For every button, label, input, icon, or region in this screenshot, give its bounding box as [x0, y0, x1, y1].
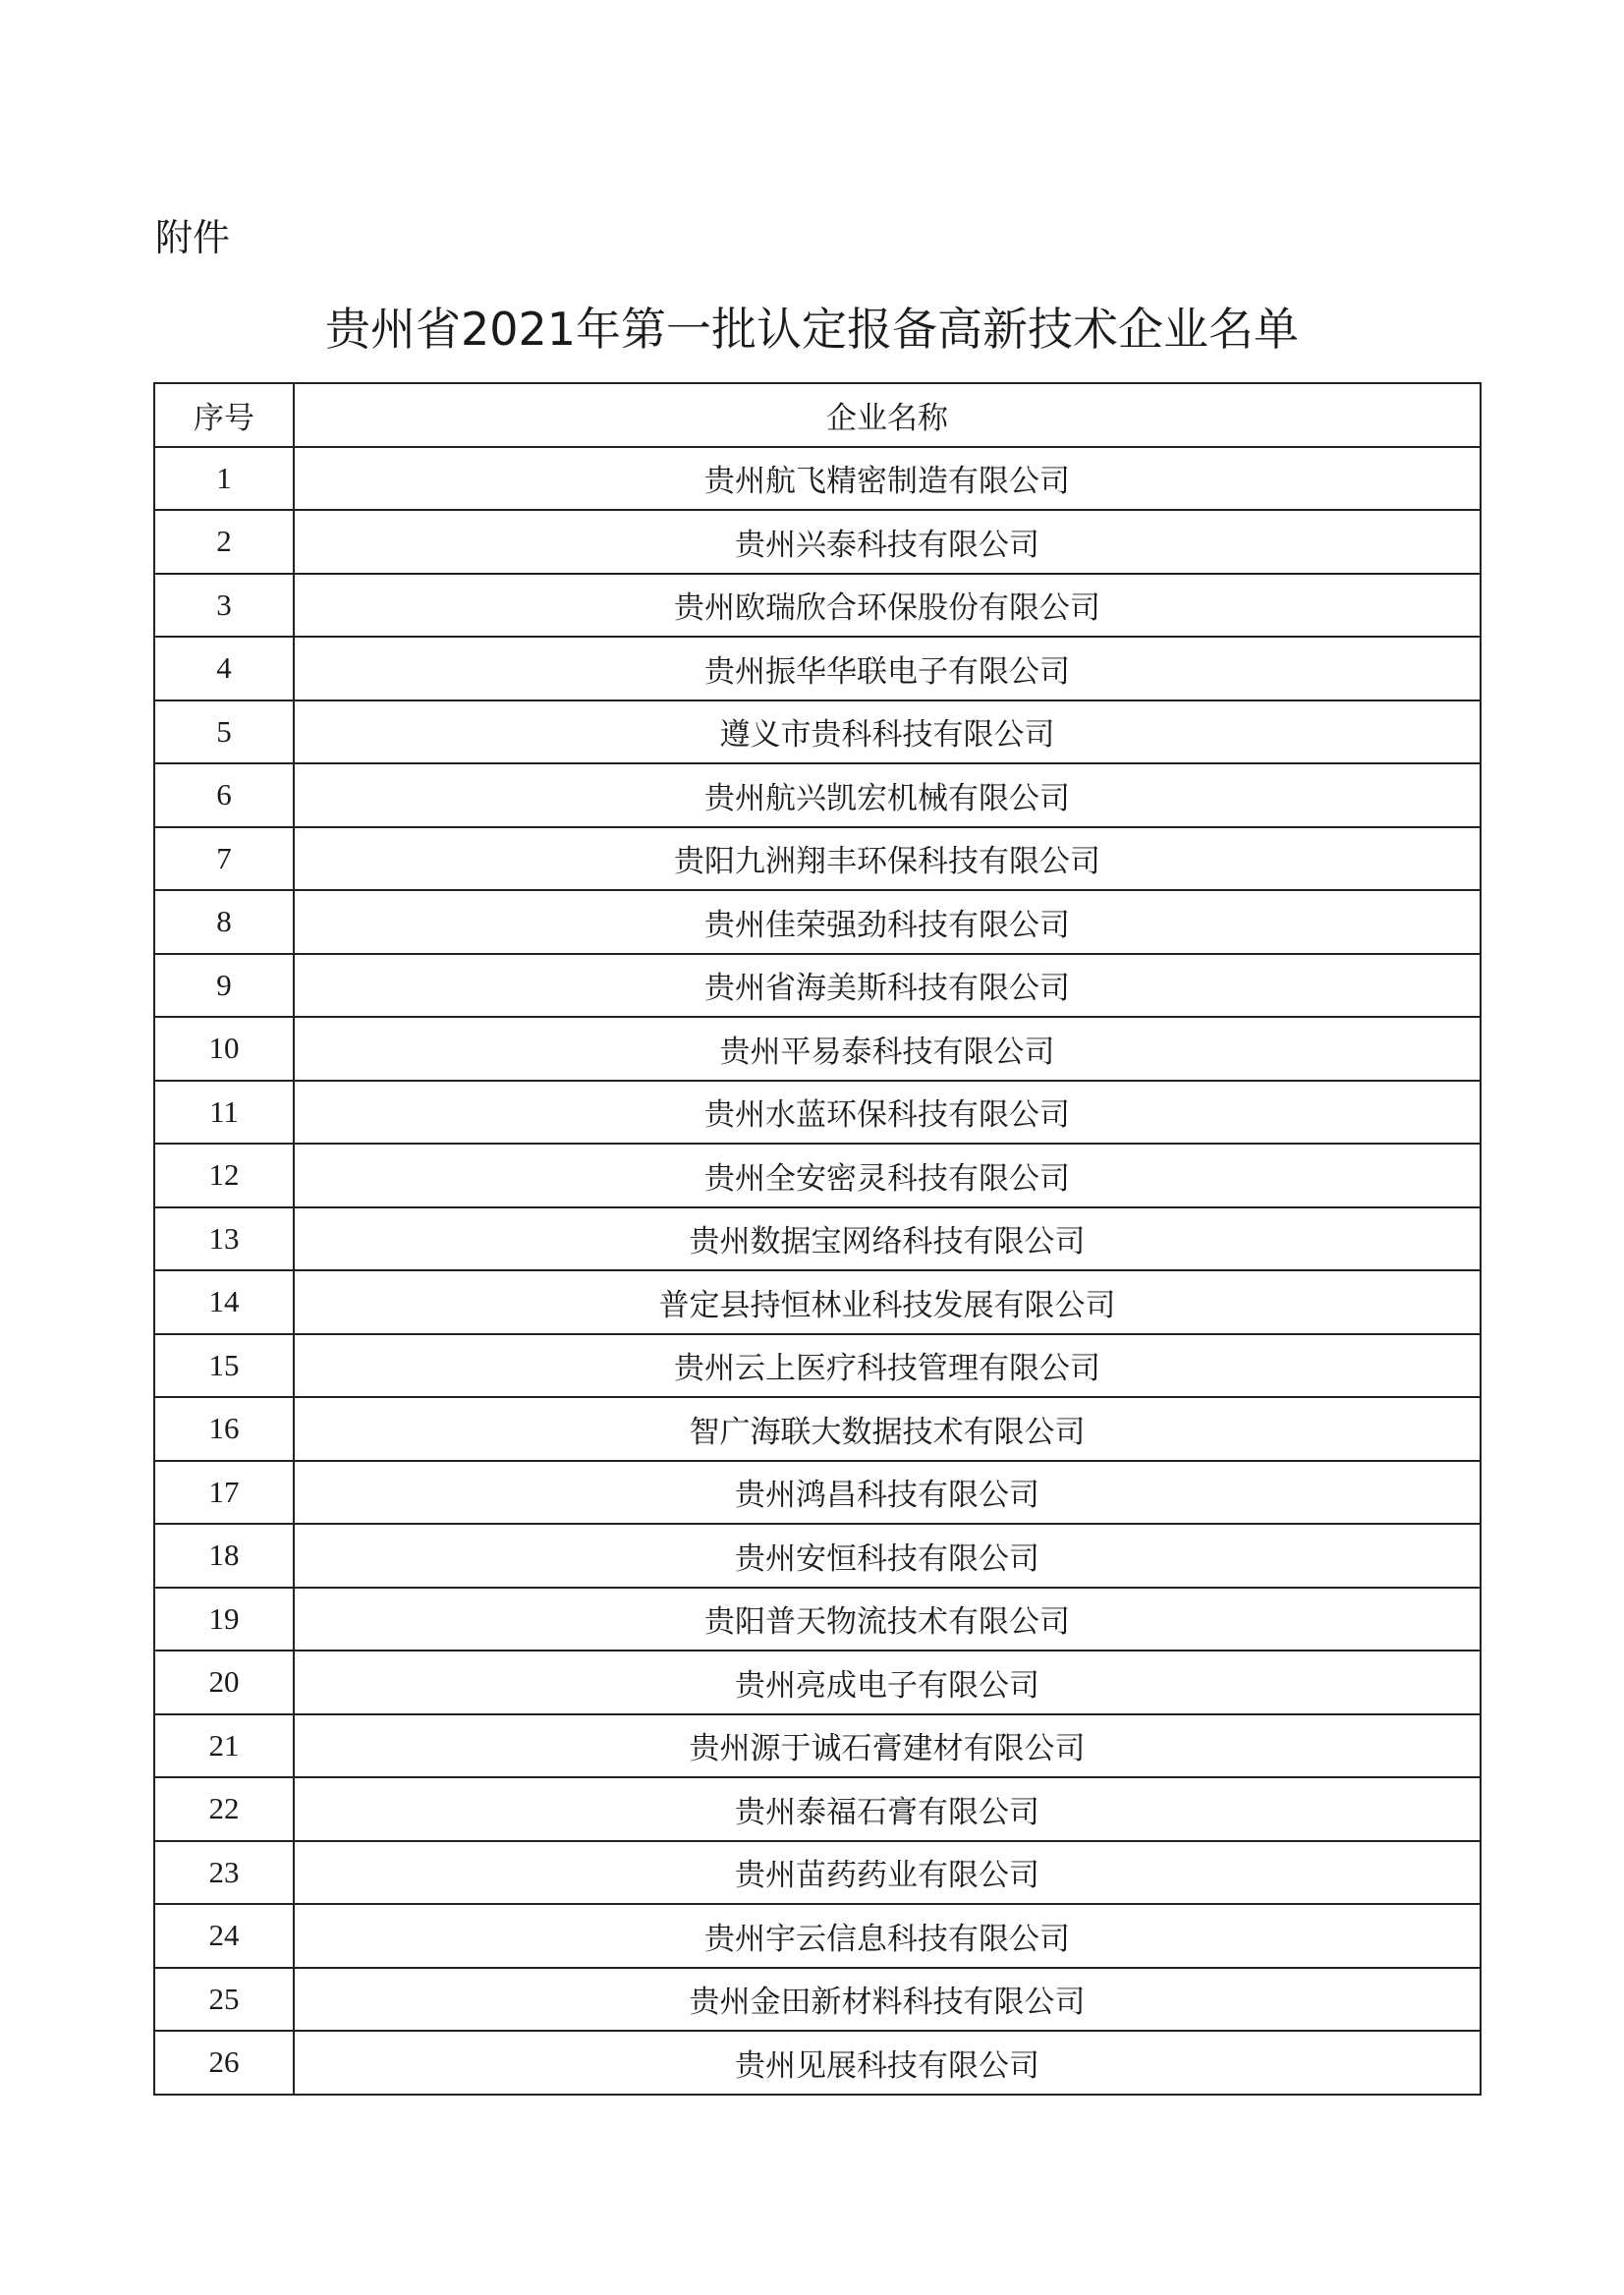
serial-number-cell: 17	[154, 1461, 294, 1525]
serial-number-cell: 8	[154, 890, 294, 954]
serial-number-cell: 5	[154, 700, 294, 764]
table-row	[154, 700, 1481, 764]
company-name-cell: 贵州安恒科技有限公司	[294, 1524, 1481, 1588]
company-name-cell: 贵州兴泰科技有限公司	[294, 510, 1481, 574]
serial-number-cell: 3	[154, 574, 294, 638]
table-row	[154, 1397, 1481, 1461]
table-row	[154, 574, 1481, 638]
table-row	[154, 827, 1481, 891]
company-name-cell: 贵州航兴凯宏机械有限公司	[294, 763, 1481, 827]
table-row	[154, 1270, 1481, 1334]
company-name-cell: 贵州金田新材料科技有限公司	[294, 1968, 1481, 2032]
serial-number-cell: 24	[154, 1904, 294, 1968]
table-row	[154, 954, 1481, 1018]
company-name-cell: 遵义市贵科科技有限公司	[294, 700, 1481, 764]
serial-number-cell: 6	[154, 763, 294, 827]
column-header-company-name: 企业名称	[294, 383, 1481, 447]
company-name-cell: 贵州全安密灵科技有限公司	[294, 1144, 1481, 1207]
serial-number-cell: 1	[154, 447, 294, 511]
company-name-cell: 贵州佳荣强劲科技有限公司	[294, 890, 1481, 954]
company-name-cell: 贵州欧瑞欣合环保股份有限公司	[294, 574, 1481, 638]
company-name-cell: 贵州数据宝网络科技有限公司	[294, 1207, 1481, 1271]
company-name-cell: 贵阳普天物流技术有限公司	[294, 1588, 1481, 1651]
table-body	[154, 447, 1481, 2095]
serial-number-cell: 23	[154, 1841, 294, 1905]
table-row	[154, 1524, 1481, 1588]
company-name-cell: 贵州云上医疗科技管理有限公司	[294, 1334, 1481, 1398]
serial-number-cell: 19	[154, 1588, 294, 1651]
serial-number-cell: 21	[154, 1714, 294, 1778]
company-name-cell: 贵州水蓝环保科技有限公司	[294, 1081, 1481, 1145]
table-row	[154, 1461, 1481, 1525]
serial-number-cell: 4	[154, 637, 294, 700]
table-row	[154, 1777, 1481, 1841]
table-row	[154, 1017, 1481, 1081]
serial-number-cell: 7	[154, 827, 294, 891]
company-table	[153, 382, 1482, 2096]
company-name-cell: 贵州见展科技有限公司	[294, 2031, 1481, 2095]
serial-number-cell: 9	[154, 954, 294, 1018]
table-row	[154, 2031, 1481, 2095]
table-header-row	[154, 383, 1481, 447]
company-name-cell: 贵州泰福石膏有限公司	[294, 1777, 1481, 1841]
serial-number-cell: 11	[154, 1081, 294, 1145]
table-row	[154, 1714, 1481, 1778]
table-row	[154, 447, 1481, 511]
serial-number-cell: 12	[154, 1144, 294, 1207]
table-row	[154, 890, 1481, 954]
company-name-cell: 贵州鸿昌科技有限公司	[294, 1461, 1481, 1525]
company-name-cell: 贵州振华华联电子有限公司	[294, 637, 1481, 700]
serial-number-cell: 20	[154, 1651, 294, 1714]
table-row	[154, 1651, 1481, 1714]
company-name-cell: 智广海联大数据技术有限公司	[294, 1397, 1481, 1461]
table-row	[154, 510, 1481, 574]
company-name-cell: 贵州航飞精密制造有限公司	[294, 447, 1481, 511]
serial-number-cell: 13	[154, 1207, 294, 1271]
column-header-serial-number: 序号	[154, 383, 294, 447]
company-name-cell: 贵阳九洲翔丰环保科技有限公司	[294, 827, 1481, 891]
serial-number-cell: 22	[154, 1777, 294, 1841]
serial-number-cell: 16	[154, 1397, 294, 1461]
serial-number-cell: 26	[154, 2031, 294, 2095]
serial-number-cell: 10	[154, 1017, 294, 1081]
serial-number-cell: 18	[154, 1524, 294, 1588]
company-name-cell: 贵州苗药药业有限公司	[294, 1841, 1481, 1905]
company-name-cell: 普定县持恒林业科技发展有限公司	[294, 1270, 1481, 1334]
table-row	[154, 1081, 1481, 1145]
serial-number-cell: 14	[154, 1270, 294, 1334]
attachment-label: 附件	[155, 216, 231, 259]
serial-number-cell: 2	[154, 510, 294, 574]
table-row	[154, 1207, 1481, 1271]
table-row	[154, 637, 1481, 700]
serial-number-cell: 25	[154, 1968, 294, 2032]
table-row	[154, 1334, 1481, 1398]
company-name-cell: 贵州源于诚石膏建材有限公司	[294, 1714, 1481, 1778]
table-row	[154, 1904, 1481, 1968]
serial-number-cell: 15	[154, 1334, 294, 1398]
table-row	[154, 1841, 1481, 1905]
company-name-cell: 贵州平易泰科技有限公司	[294, 1017, 1481, 1081]
document-title: 贵州省2021年第一批认定报备高新技术企业名单	[324, 303, 1300, 356]
table-row	[154, 1588, 1481, 1651]
company-name-cell: 贵州亮成电子有限公司	[294, 1651, 1481, 1714]
company-name-cell: 贵州宇云信息科技有限公司	[294, 1904, 1481, 1968]
table-row	[154, 1968, 1481, 2032]
table-row	[154, 763, 1481, 827]
company-name-cell: 贵州省海美斯科技有限公司	[294, 954, 1481, 1018]
table-row	[154, 1144, 1481, 1207]
